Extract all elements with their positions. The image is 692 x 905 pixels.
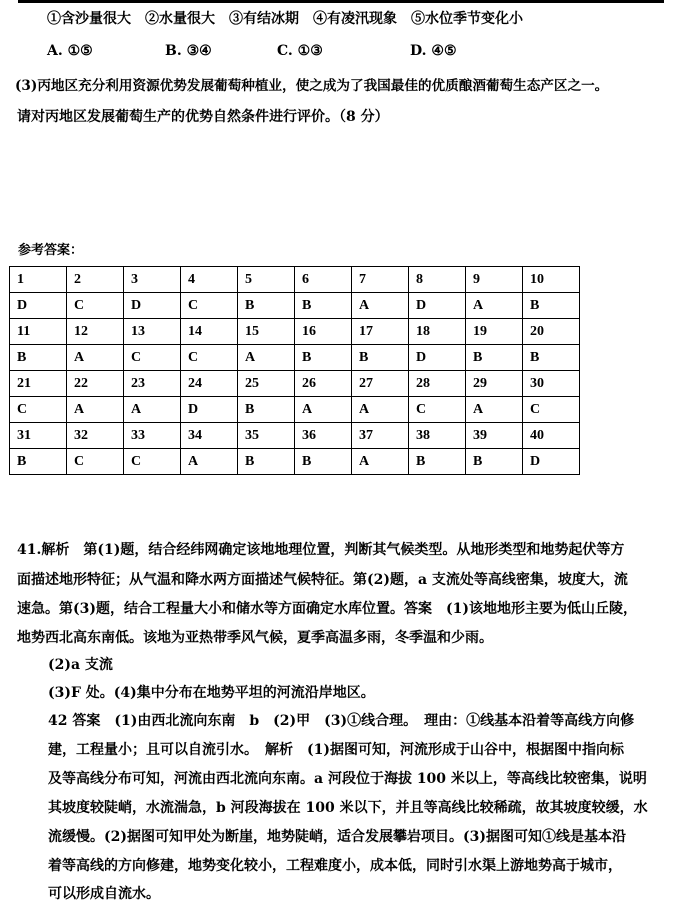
answer-cell: A <box>124 397 181 423</box>
question-number-cell: 34 <box>181 423 238 449</box>
explanation-line: 可以形成自流水。 <box>48 886 160 902</box>
answer-cell: D <box>409 345 466 371</box>
answer-cell: C <box>124 449 181 475</box>
question-number-cell: 7 <box>352 267 409 293</box>
question-number-cell: 33 <box>124 423 181 449</box>
answers-heading: 参考答案： <box>18 243 84 258</box>
question-number-cell: 37 <box>352 423 409 449</box>
question-number-cell: 6 <box>295 267 352 293</box>
answer-row <box>10 345 580 371</box>
question-number-cell: 39 <box>466 423 523 449</box>
option-c: C. ①③ <box>277 43 323 59</box>
question-number-cell: 29 <box>466 371 523 397</box>
question-number-cell: 14 <box>181 319 238 345</box>
question-number-cell: 19 <box>466 319 523 345</box>
answer-cell: C <box>409 397 466 423</box>
question-number-cell: 30 <box>523 371 580 397</box>
question-number-cell: 24 <box>181 371 238 397</box>
answer-cell: A <box>67 397 124 423</box>
question-number-cell: 9 <box>466 267 523 293</box>
answer-cell: B <box>238 293 295 319</box>
question-number-cell: 12 <box>67 319 124 345</box>
answer-cell: B <box>238 397 295 423</box>
answer-cell: C <box>67 449 124 475</box>
answer-cell: C <box>523 397 580 423</box>
answer-cell: C <box>10 397 67 423</box>
explanation-line: 地势西北高东南低。该地为亚热带季风气候，夏季高温多雨，冬季温和少雨。 <box>17 630 493 646</box>
explanation-line: 41.解析 第(1)题，结合经纬网确定该地地理位置，判断其气候类型。从地形类型和地势起伏等方 <box>17 542 625 558</box>
explanation-line: 面描述地形特征；从气温和降水两方面描述气候特征。第(2)题，a 支流处等高线密集，坡度大，流 <box>17 572 628 588</box>
option-a: A. ①⑤ <box>47 43 93 59</box>
explanation-line: 及等高线分布可知，河流由西北流向东南。a 河段位于海拔 100 米以上，等高线比较密集，说明 <box>48 771 647 787</box>
question-number-cell: 22 <box>67 371 124 397</box>
question-number-cell: 27 <box>352 371 409 397</box>
question-3-line-1: (3)丙地区充分利用资源优势发展葡萄种植业，使之成为了我国最佳的优质酿酒葡萄生态产区之一。 <box>15 78 609 94</box>
question-number-cell: 23 <box>124 371 181 397</box>
answer-cell: A <box>466 293 523 319</box>
question-number-cell: 20 <box>523 319 580 345</box>
answer-table <box>9 266 580 475</box>
answer-cell: A <box>466 397 523 423</box>
question-number-cell: 13 <box>124 319 181 345</box>
explanation-line: 流缓慢。(2)据图可知甲处为断崖，地势陡峭，适合发展攀岩项目。(3)据图可知①线是基本沿 <box>48 829 626 845</box>
question-number-cell: 5 <box>238 267 295 293</box>
question-number-cell: 8 <box>409 267 466 293</box>
answer-cell: B <box>295 293 352 319</box>
question-3-line-2: 请对丙地区发展葡萄生产的优势自然条件进行评价。（8 分） <box>17 109 389 125</box>
explanation-line: (3)F 处。(4)集中分布在地势平坦的河流沿岸地区。 <box>48 685 375 701</box>
answer-cell: A <box>352 449 409 475</box>
answer-cell: A <box>295 397 352 423</box>
answer-cell: B <box>295 345 352 371</box>
answer-cell: B <box>466 345 523 371</box>
option-d: D. ④⑤ <box>410 43 457 59</box>
question-number-cell: 3 <box>124 267 181 293</box>
question-number-cell: 40 <box>523 423 580 449</box>
answer-cell: A <box>238 345 295 371</box>
question-number-cell: 25 <box>238 371 295 397</box>
question-number-cell: 32 <box>67 423 124 449</box>
answer-cell: A <box>352 397 409 423</box>
explanation-line: 其坡度较陡峭，水流湍急，b 河段海拔在 100 米以下，并且等高线比较稀疏，故其坡度较缓，水 <box>48 800 648 816</box>
answer-cell: D <box>409 293 466 319</box>
explanation-line: (2)a 支流 <box>48 657 113 673</box>
answer-cell: A <box>181 449 238 475</box>
answer-row <box>10 449 580 475</box>
explanation-line: 42 答案 (1)由西北流向东南 b (2)甲 (3)①线合理。 理由：①线基本沿着等高线方向修 <box>48 713 635 729</box>
question-number-cell: 21 <box>10 371 67 397</box>
question-number-cell: 35 <box>238 423 295 449</box>
answer-cell: B <box>10 345 67 371</box>
question-number-cell: 36 <box>295 423 352 449</box>
question-number-cell: 2 <box>67 267 124 293</box>
answer-cell: D <box>181 397 238 423</box>
question-number-row <box>10 423 580 449</box>
explanation-line: 速急。第(3)题，结合工程量大小和储水等方面确定水库位置。答案 (1)该地地形主要为低山丘陵， <box>17 601 637 617</box>
question-number-cell: 38 <box>409 423 466 449</box>
question-number-cell: 31 <box>10 423 67 449</box>
question-number-cell: 1 <box>10 267 67 293</box>
question-number-cell: 4 <box>181 267 238 293</box>
answer-cell: B <box>295 449 352 475</box>
answer-cell: B <box>10 449 67 475</box>
answer-cell: B <box>466 449 523 475</box>
explanation-line: 着等高线的方向修建，地势变化较小，工程难度小，成本低，同时引水渠上游地势高于城市， <box>48 858 622 874</box>
top-rule <box>18 0 664 3</box>
question-number-row <box>10 371 580 397</box>
answer-cell: C <box>124 345 181 371</box>
answer-cell: B <box>352 345 409 371</box>
answer-cell: B <box>238 449 295 475</box>
answer-cell: A <box>67 345 124 371</box>
answer-cell: D <box>523 449 580 475</box>
answer-cell: B <box>523 293 580 319</box>
question-items: ①含沙量很大 ②水量很大 ③有结冰期 ④有凌汛现象 ⑤水位季节变化小 <box>47 11 523 27</box>
answer-row <box>10 397 580 423</box>
question-number-cell: 11 <box>10 319 67 345</box>
question-number-cell: 10 <box>523 267 580 293</box>
answer-row <box>10 293 580 319</box>
question-number-row <box>10 319 580 345</box>
question-number-row <box>10 267 580 293</box>
question-number-cell: 15 <box>238 319 295 345</box>
answer-cell: B <box>409 449 466 475</box>
answer-cell: C <box>181 293 238 319</box>
answer-cell: C <box>181 345 238 371</box>
explanation-line: 建，工程量小；且可以自流引水。 解析 (1)据图可知，河流形成于山谷中，根据图中指向标 <box>48 742 624 758</box>
question-number-cell: 17 <box>352 319 409 345</box>
question-number-cell: 16 <box>295 319 352 345</box>
answer-cell: D <box>124 293 181 319</box>
option-b: B. ③④ <box>165 43 212 59</box>
question-number-cell: 18 <box>409 319 466 345</box>
answer-cell: B <box>523 345 580 371</box>
question-number-cell: 28 <box>409 371 466 397</box>
answer-cell: A <box>352 293 409 319</box>
question-number-cell: 26 <box>295 371 352 397</box>
answer-cell: C <box>67 293 124 319</box>
answer-cell: D <box>10 293 67 319</box>
